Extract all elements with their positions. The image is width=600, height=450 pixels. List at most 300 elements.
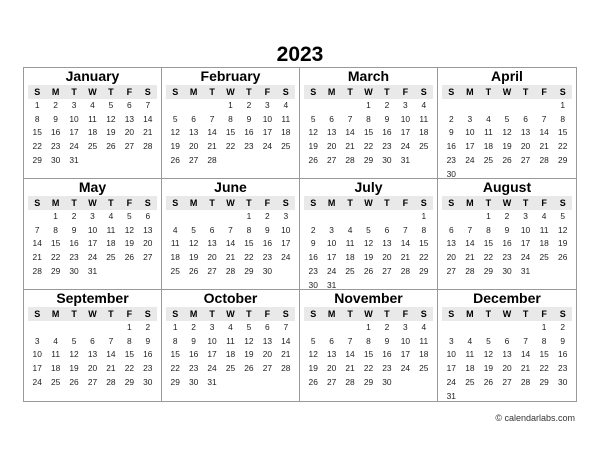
day-cell: 12 (483, 349, 494, 360)
weekday-label: T (341, 196, 359, 210)
weekday-label: T (203, 85, 221, 99)
day-cell: 25 (419, 141, 429, 152)
week-row (28, 335, 157, 349)
weekday-label: W (83, 196, 101, 210)
day-cell: 10 (520, 224, 531, 235)
day-cell: 11 (465, 349, 475, 360)
day-cell: 7 (467, 224, 473, 235)
week-row (28, 376, 157, 390)
day-cell: 9 (384, 335, 390, 346)
day-cell: 21 (281, 349, 291, 360)
month-name: May (78, 179, 107, 195)
week-row (166, 126, 295, 140)
day-cell: 31 (87, 265, 98, 276)
day-cell: 30 (446, 168, 456, 179)
day-cell: 30 (188, 376, 199, 387)
day-cell: 18 (419, 349, 429, 360)
day-cell: 10 (326, 238, 337, 249)
day-cell: 16 (244, 127, 254, 138)
day-cell: 25 (539, 252, 549, 263)
empty-day (442, 321, 461, 335)
weekday-header (28, 85, 157, 99)
day-cell: 20 (502, 363, 512, 374)
weekday-header (304, 196, 433, 210)
day-cell: 26 (124, 252, 135, 263)
week-row (166, 99, 295, 113)
day-cell: 23 (50, 141, 61, 152)
empty-day (479, 321, 498, 335)
empty-day (83, 321, 101, 335)
day-cell: 25 (345, 265, 355, 276)
day-cell: 18 (483, 141, 494, 152)
day-cell: 11 (281, 113, 291, 124)
empty-day (341, 210, 359, 224)
weekday-label: T (341, 85, 359, 99)
day-cell: 13 (520, 127, 531, 138)
week-row (304, 154, 433, 168)
weekday-label: F (258, 196, 276, 210)
weekday-label: S (442, 196, 461, 210)
week-row (166, 321, 295, 335)
day-cell: 19 (363, 252, 374, 263)
day-cell: 10 (69, 113, 79, 124)
day-cell: 15 (50, 238, 61, 249)
copyright-text: © calendarlabs.com (495, 413, 575, 423)
day-cell: 8 (366, 335, 371, 346)
day-cell: 29 (50, 265, 61, 276)
day-cell: 15 (419, 238, 429, 249)
day-cell: 16 (558, 349, 568, 360)
day-cell: 9 (53, 113, 58, 124)
day-cell: 24 (207, 363, 217, 374)
day-cell: 29 (244, 265, 254, 276)
day-cell: 7 (541, 113, 547, 124)
empty-day (322, 210, 340, 224)
weekday-label: F (258, 85, 276, 99)
empty-day (378, 210, 396, 224)
month-name: December (473, 290, 541, 306)
day-cell: 13 (207, 238, 217, 249)
week-row (442, 237, 572, 251)
day-cell: 10 (465, 127, 475, 138)
month-june (162, 179, 300, 290)
day-cell: 16 (446, 141, 456, 152)
day-cell: 12 (244, 335, 254, 346)
empty-day (304, 321, 322, 335)
week-row (166, 224, 295, 238)
day-cell: 23 (446, 154, 456, 165)
day-cell: 17 (207, 349, 217, 360)
day-cell: 9 (384, 113, 390, 124)
day-cell: 20 (262, 349, 273, 360)
day-cell: 2 (53, 99, 58, 110)
week-row (166, 348, 295, 362)
day-cell: 5 (127, 210, 132, 221)
empty-day (203, 210, 221, 224)
day-cell: 20 (87, 363, 98, 374)
empty-day (479, 99, 498, 113)
day-cell: 30 (308, 279, 318, 290)
day-cell: 17 (281, 238, 291, 249)
day-cell: 30 (502, 265, 512, 276)
weekday-label: S (277, 196, 295, 210)
day-cell: 11 (484, 127, 493, 138)
week-row (166, 237, 295, 251)
day-cell: 2 (191, 321, 196, 332)
day-cell: 15 (244, 238, 254, 249)
day-cell: 20 (520, 141, 531, 152)
day-cell: 10 (207, 335, 217, 346)
weekday-header (304, 85, 433, 99)
week-row (28, 251, 157, 265)
day-cell: 24 (400, 141, 411, 152)
day-cell: 20 (124, 127, 135, 138)
day-cell: 27 (87, 376, 98, 387)
day-cell: 27 (188, 154, 199, 165)
day-cell: 2 (384, 321, 390, 332)
day-cell: 10 (87, 224, 98, 235)
weekday-label: W (498, 307, 517, 321)
empty-day (461, 99, 480, 113)
week-row (442, 154, 572, 168)
day-cell: 19 (106, 127, 116, 138)
day-cell: 22 (419, 252, 429, 263)
empty-day (341, 321, 359, 335)
weekday-label: F (535, 196, 554, 210)
day-cell: 15 (558, 127, 568, 138)
day-cell: 31 (326, 279, 337, 290)
weekday-header (442, 196, 572, 210)
day-cell: 20 (207, 252, 217, 263)
day-cell: 20 (143, 238, 153, 249)
day-cell: 31 (520, 265, 531, 276)
day-cell: 18 (170, 252, 180, 263)
weekday-label: M (322, 307, 340, 321)
week-row (304, 376, 433, 390)
day-cell: 18 (539, 238, 549, 249)
day-cell: 29 (558, 154, 568, 165)
day-cell: 1 (53, 210, 58, 221)
day-cell: 6 (265, 321, 270, 332)
empty-day (166, 210, 184, 224)
week-row (304, 321, 433, 335)
day-cell: 27 (520, 154, 531, 165)
day-cell: 4 (421, 321, 427, 332)
weekday-label: T (378, 85, 396, 99)
day-cell: 29 (363, 376, 374, 387)
day-cell: 7 (283, 321, 289, 332)
weekday-label: W (83, 85, 101, 99)
empty-day (102, 321, 120, 335)
day-cell: 11 (226, 335, 235, 346)
day-cell: 24 (281, 252, 291, 263)
day-cell: 30 (50, 154, 61, 165)
weekday-label: S (415, 307, 433, 321)
day-cell: 28 (345, 376, 355, 387)
day-cell: 23 (308, 265, 318, 276)
day-cell: 6 (448, 224, 454, 235)
day-cell: 14 (207, 127, 217, 138)
day-cell: 13 (124, 113, 135, 124)
week-row (166, 251, 295, 265)
day-cell: 7 (228, 224, 233, 235)
weekday-label: S (139, 85, 157, 99)
day-cell: 9 (310, 238, 316, 249)
day-cell: 22 (558, 141, 568, 152)
day-cell: 24 (87, 252, 98, 263)
day-cell: 8 (560, 113, 566, 124)
day-cell: 12 (363, 238, 374, 249)
day-cell: 23 (244, 141, 254, 152)
month-name: March (347, 68, 390, 84)
day-cell: 11 (170, 238, 180, 249)
day-cell: 15 (363, 127, 374, 138)
week-row (28, 348, 157, 362)
day-cell: 28 (106, 376, 116, 387)
day-cell: 22 (50, 252, 61, 263)
day-cell: 4 (486, 113, 491, 124)
day-cell: 30 (143, 376, 153, 387)
month-name: June (214, 179, 247, 195)
month-july (300, 179, 438, 290)
day-cell: 16 (50, 127, 61, 138)
day-cell: 29 (419, 265, 429, 276)
day-cell: 15 (170, 349, 180, 360)
weekday-label: F (535, 307, 554, 321)
day-cell: 13 (87, 349, 98, 360)
day-cell: 19 (483, 363, 494, 374)
weekday-label: F (120, 196, 138, 210)
day-cell: 11 (419, 335, 429, 346)
day-cell: 13 (262, 335, 273, 346)
weekday-label: M (322, 85, 340, 99)
empty-day (498, 99, 517, 113)
weekday-label: T (203, 307, 221, 321)
day-cell: 4 (347, 224, 353, 235)
weekday-label: S (139, 196, 157, 210)
day-cell: 9 (560, 335, 566, 346)
day-cell: 15 (32, 127, 42, 138)
day-cell: 10 (400, 113, 411, 124)
week-row (166, 335, 295, 349)
day-cell: 14 (520, 349, 531, 360)
day-cell: 1 (560, 99, 566, 110)
day-cell: 16 (308, 252, 318, 263)
day-cell: 27 (502, 376, 512, 387)
day-cell: 16 (262, 238, 273, 249)
empty-day (304, 99, 322, 113)
weekday-label: S (304, 307, 322, 321)
day-cell: 28 (465, 265, 475, 276)
weekday-label: F (258, 307, 276, 321)
week-row (304, 251, 433, 265)
day-cell: 14 (281, 335, 291, 346)
day-cell: 14 (345, 127, 355, 138)
empty-day (46, 321, 64, 335)
empty-day (461, 321, 480, 335)
day-cell: 8 (541, 335, 547, 346)
weekday-label: F (120, 85, 138, 99)
day-cell: 2 (265, 210, 270, 221)
day-cell: 17 (446, 363, 456, 374)
day-cell: 4 (53, 335, 58, 346)
day-cell: 24 (69, 141, 79, 152)
day-cell: 14 (225, 238, 236, 249)
month-name: November (334, 290, 403, 306)
week-row (442, 210, 572, 224)
day-cell: 17 (400, 127, 411, 138)
month-october (162, 290, 300, 401)
month-name: September (56, 290, 129, 306)
day-cell: 6 (90, 335, 95, 346)
day-cell: 25 (483, 154, 494, 165)
day-cell: 29 (363, 154, 374, 165)
day-cell: 6 (384, 224, 390, 235)
day-cell: 7 (145, 99, 151, 110)
day-cell: 22 (170, 363, 180, 374)
empty-day (516, 99, 535, 113)
day-cell: 6 (523, 113, 528, 124)
day-cell: 12 (558, 224, 568, 235)
week-row (166, 154, 295, 168)
day-cell: 7 (108, 335, 114, 346)
day-cell: 3 (403, 99, 408, 110)
week-row (28, 321, 157, 335)
week-row (304, 224, 433, 238)
day-cell: 3 (34, 335, 40, 346)
weekday-label: T (516, 196, 535, 210)
weekday-label: M (461, 307, 480, 321)
weekday-label: W (359, 85, 377, 99)
day-cell: 16 (188, 349, 199, 360)
day-cell: 18 (281, 127, 291, 138)
day-cell: 1 (366, 321, 371, 332)
day-cell: 4 (172, 224, 178, 235)
month-december (438, 290, 576, 401)
day-cell: 10 (281, 224, 291, 235)
day-cell: 23 (382, 141, 392, 152)
day-cell: 22 (483, 252, 494, 263)
week-row (28, 210, 157, 224)
week-row (304, 362, 433, 376)
day-cell: 15 (124, 349, 135, 360)
weekday-label: T (240, 196, 258, 210)
weekday-label: S (442, 85, 461, 99)
day-cell: 2 (560, 321, 566, 332)
day-cell: 1 (421, 210, 427, 221)
day-cell: 15 (539, 349, 549, 360)
weekday-label: W (498, 85, 517, 99)
week-row (442, 168, 572, 179)
weekday-header (28, 196, 157, 210)
weekday-label: T (479, 307, 498, 321)
day-cell: 22 (244, 252, 254, 263)
weekday-label: T (102, 196, 120, 210)
empty-day (184, 99, 202, 113)
week-row (442, 321, 572, 335)
month-september (24, 290, 162, 401)
day-cell: 23 (382, 363, 392, 374)
week-row (304, 140, 433, 154)
day-cell: 12 (170, 127, 180, 138)
day-cell: 29 (32, 154, 42, 165)
day-cell: 25 (106, 252, 116, 263)
weekday-label: M (184, 196, 202, 210)
day-cell: 14 (400, 238, 411, 249)
day-cell: 21 (520, 363, 531, 374)
day-cell: 11 (419, 113, 429, 124)
day-cell: 25 (50, 376, 61, 387)
weekday-label: T (378, 307, 396, 321)
day-cell: 16 (502, 238, 512, 249)
day-cell: 5 (366, 224, 371, 235)
day-cell: 5 (172, 113, 178, 124)
day-cell: 6 (329, 335, 334, 346)
day-cell: 26 (308, 154, 318, 165)
day-cell: 21 (106, 363, 116, 374)
day-cell: 31 (446, 390, 456, 401)
day-cell: 20 (446, 252, 456, 263)
day-cell: 24 (520, 252, 531, 263)
day-cell: 22 (32, 141, 42, 152)
day-cell: 19 (308, 141, 318, 152)
day-cell: 31 (207, 376, 217, 387)
day-cell: 25 (170, 265, 180, 276)
week-row (442, 335, 572, 349)
day-cell: 2 (145, 321, 151, 332)
week-row (304, 113, 433, 127)
empty-day (535, 99, 554, 113)
calendar-grid (23, 67, 577, 402)
week-row (304, 265, 433, 279)
day-cell: 27 (262, 363, 273, 374)
day-cell: 6 (209, 224, 215, 235)
day-cell: 27 (124, 141, 135, 152)
day-cell: 14 (539, 127, 549, 138)
day-cell: 13 (502, 349, 512, 360)
day-cell: 30 (382, 154, 392, 165)
day-cell: 6 (145, 210, 151, 221)
month-name: February (200, 68, 261, 84)
weekday-header (166, 85, 295, 99)
day-cell: 5 (310, 113, 316, 124)
day-cell: 18 (225, 349, 236, 360)
day-cell: 3 (209, 321, 215, 332)
empty-day (341, 99, 359, 113)
day-cell: 28 (520, 376, 531, 387)
day-cell: 27 (382, 265, 392, 276)
weekday-label: M (46, 307, 64, 321)
weekday-label: T (102, 85, 120, 99)
week-row (442, 265, 572, 279)
day-cell: 23 (188, 363, 199, 374)
day-cell: 12 (69, 349, 79, 360)
day-cell: 13 (382, 238, 392, 249)
day-cell: 23 (262, 252, 273, 263)
week-row (442, 140, 572, 154)
day-cell: 24 (465, 154, 475, 165)
weekday-label: S (553, 196, 572, 210)
day-cell: 3 (523, 210, 528, 221)
weekday-label: M (184, 85, 202, 99)
day-cell: 26 (483, 376, 494, 387)
day-cell: 8 (53, 224, 58, 235)
week-row (28, 126, 157, 140)
day-cell: 22 (363, 141, 374, 152)
week-row (304, 279, 433, 290)
weekday-header (166, 307, 295, 321)
day-cell: 8 (486, 224, 491, 235)
